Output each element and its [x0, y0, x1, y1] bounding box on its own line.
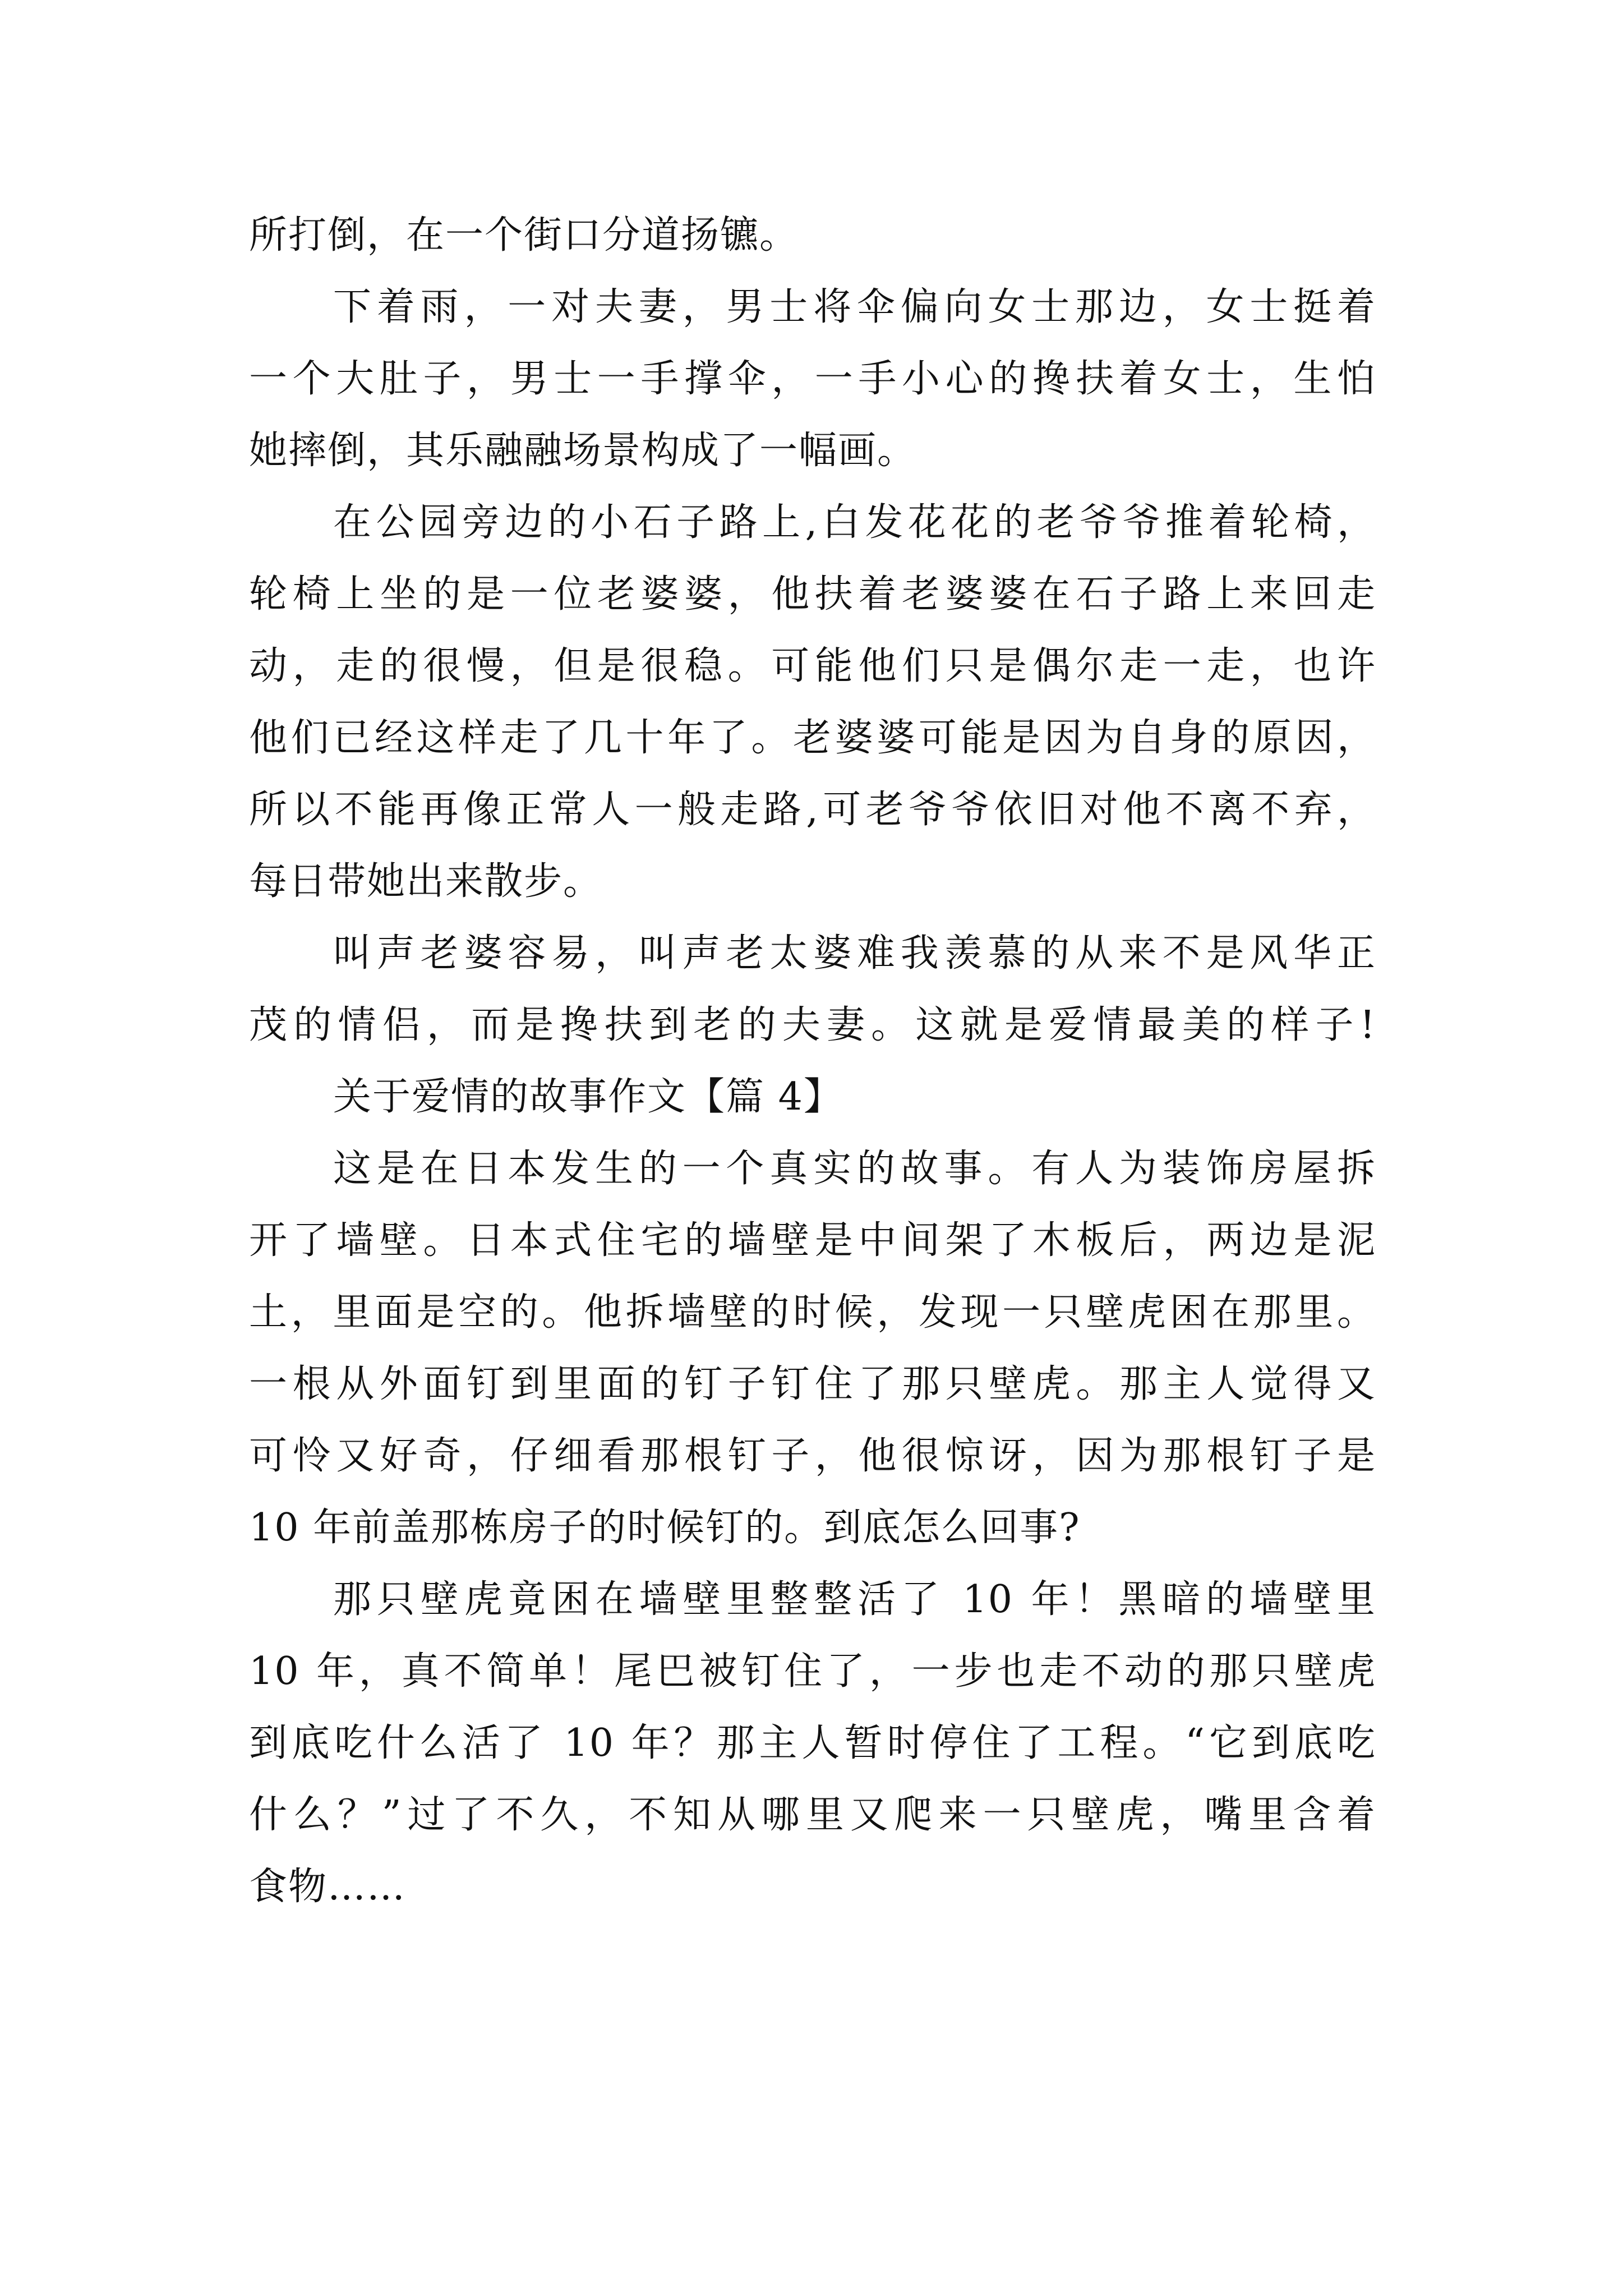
paragraph-line: 动，走的很慢，但是很稳。可能他们只是偶尔走一走，也许 [249, 644, 1376, 688]
paragraph-line: 那只壁虎竟困在墙壁里整整活了 10 年！黑暗的墙壁里 [333, 1577, 1376, 1622]
paragraph-line: 什么？”过了不久，不知从哪里又爬来一只壁虎，嘴里含着 [249, 1793, 1376, 1837]
paragraph-line: 他们已经这样走了几十年了。老婆婆可能是因为自身的原因， [249, 716, 1376, 760]
paragraph-line: 食物…… [249, 1865, 407, 1909]
paragraph-line: 可怜又好奇，仔细看那根钉子，他很惊讶，因为那根钉子是 [249, 1434, 1376, 1478]
paragraph-line: 在公园旁边的小石子路上,白发花花的老爷爷推着轮椅， [333, 500, 1376, 545]
paragraph-line: 每日带她出来散步。 [249, 859, 603, 904]
paragraph-line: 到底吃什么活了 10 年？那主人暂时停住了工程。“它到底吃 [249, 1721, 1376, 1765]
paragraph-line: 下着雨，一对夫妻，男士将伞偏向女士那边，女士挺着 [333, 285, 1376, 329]
paragraph-line: 开了墙壁。日本式住宅的墙壁是中间架了木板后，两边是泥 [249, 1218, 1376, 1263]
paragraph-line: 所打倒，在一个街口分道扬镳。 [249, 213, 799, 257]
paragraph-line: 10 年前盖那栋房子的时候钉的。到底怎么回事? [249, 1506, 1081, 1550]
paragraph-line: 所以不能再像正常人一般走路,可老爷爷依旧对他不离不弃， [249, 788, 1376, 832]
paragraph-line: 一根从外面钉到里面的钉子钉住了那只壁虎。那主人觉得又 [249, 1362, 1376, 1406]
paragraph-line: 她摔倒，其乐融融场景构成了一幅画。 [249, 429, 917, 473]
paragraph-line: 叫声老婆容易，叫声老太婆难我羡慕的从来不是风华正 [333, 931, 1376, 976]
paragraph-line: 这是在日本发生的一个真实的故事。有人为装饰房屋拆 [333, 1147, 1376, 1191]
paragraph-line: 一个大肚子，男士一手撑伞，一手小心的搀扶着女士，生怕 [249, 357, 1376, 401]
paragraph-line: 10 年，真不简单！尾巴被钉住了，一步也走不动的那只壁虎 [249, 1649, 1376, 1694]
section-heading: 关于爱情的故事作文【篇 4】 [333, 1075, 843, 1119]
paragraph-line: 茂的情侣，而是搀扶到老的夫妻。这就是爱情最美的样子! [249, 1003, 1376, 1047]
paragraph-line: 轮椅上坐的是一位老婆婆，他扶着老婆婆在石子路上来回走 [249, 572, 1376, 616]
paragraph-line: 土，里面是空的。他拆墙壁的时候，发现一只壁虎困在那里。 [249, 1290, 1376, 1335]
document-body [249, 209, 1376, 1932]
